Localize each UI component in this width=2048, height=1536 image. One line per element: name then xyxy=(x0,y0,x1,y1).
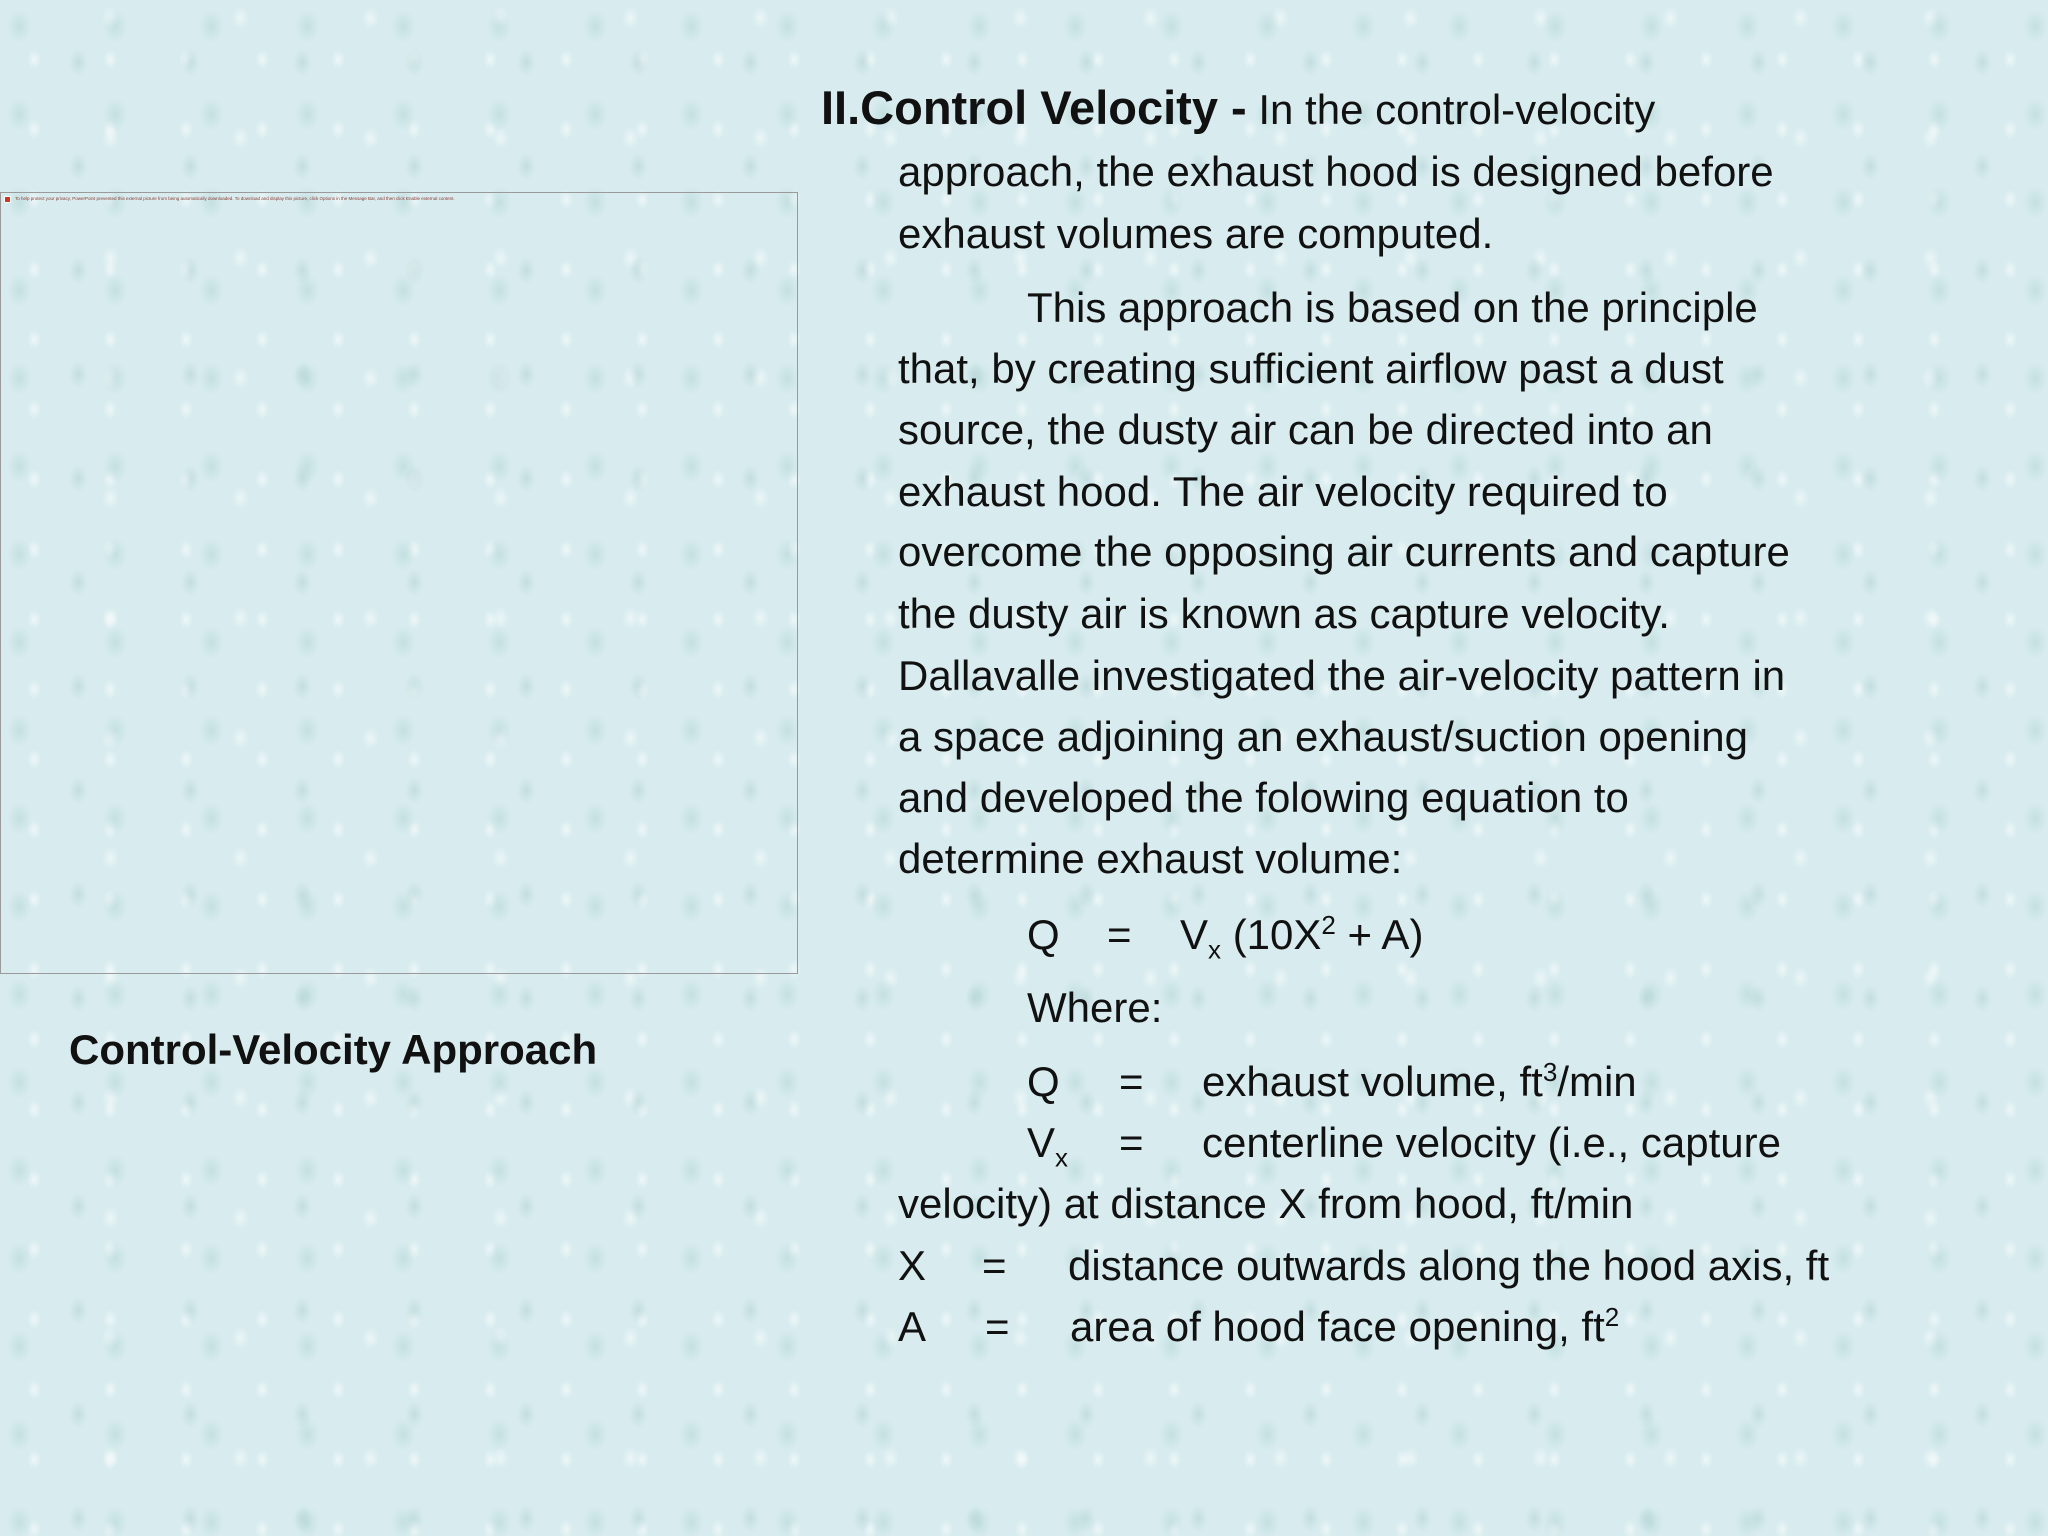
heading-lead-text: In the control-velocity xyxy=(1258,86,1656,133)
equation-exponent: 2 xyxy=(1321,910,1336,940)
broken-image-icon xyxy=(4,196,11,203)
definition-a-desc: area of hood face opening, ft xyxy=(1070,1303,1605,1350)
definition-q-tail: /min xyxy=(1557,1058,1637,1105)
paragraph2-line-5: overcome the opposing air currents and capture xyxy=(898,528,1790,575)
definition-x-desc: distance outwards along the hood axis, ft xyxy=(1068,1242,1830,1289)
definition-q-symbol: Q xyxy=(1027,1058,1060,1105)
definition-vx-subscript: x xyxy=(1055,1142,1069,1173)
image-caption: Control-Velocity Approach xyxy=(69,1026,598,1073)
paragraph1-line-2: exhaust volumes are computed. xyxy=(898,210,1494,257)
definition-a-symbol: A xyxy=(898,1303,927,1350)
section-heading: II.Control Velocity - xyxy=(821,81,1247,134)
paragraph2-line-7: Dallavalle investigated the air-velocity pattern in xyxy=(898,652,1786,699)
definition-q-text xyxy=(1202,1054,1637,1110)
image-placeholder xyxy=(0,192,798,974)
paragraph2-line-4: exhaust hood. The air velocity required to xyxy=(898,468,1668,515)
equation-paren-rest: + A) xyxy=(1347,911,1424,958)
equation-equals: = xyxy=(1107,911,1132,958)
equation-v: V xyxy=(1180,911,1209,958)
paragraph2-line-1: This approach is based on the principle xyxy=(1027,284,1758,331)
definition-a-equals: = xyxy=(985,1303,1010,1350)
paragraph1-line-1: approach, the exhaust hood is designed before xyxy=(898,148,1774,195)
definition-vx-equals: = xyxy=(1119,1119,1144,1166)
definition-vx-sym: V xyxy=(1027,1119,1056,1166)
definition-vx-desc: centerline velocity (i.e., capture xyxy=(1202,1119,1781,1166)
paragraph2-line-10: determine exhaust volume: xyxy=(898,835,1403,882)
definition-vx-symbol xyxy=(1027,1115,1068,1171)
paragraph2-line-6: the dusty air is known as capture velocity. xyxy=(898,590,1670,637)
definition-q-desc: exhaust volume, ft xyxy=(1202,1058,1543,1105)
definition-a-superscript: 2 xyxy=(1604,1302,1620,1332)
paragraph2-line-8: a space adjoining an exhaust/suction opening xyxy=(898,713,1748,760)
definition-a-text xyxy=(1070,1299,1619,1355)
heading-line xyxy=(821,80,1655,138)
definition-x-equals: = xyxy=(982,1242,1007,1289)
definition-x-symbol: X xyxy=(898,1242,927,1289)
equation-lhs: Q xyxy=(1027,911,1060,958)
where-label: Where: xyxy=(1027,984,1163,1031)
definition-q-equals: = xyxy=(1119,1058,1144,1105)
paragraph2-line-9: and developed the folowing equation to xyxy=(898,774,1629,821)
equation-v-subscript: x xyxy=(1208,934,1222,965)
equation-rhs xyxy=(1180,907,1423,963)
paragraph2-line-2: that, by creating sufficient airflow past a dust xyxy=(898,345,1724,392)
definition-vx-continuation: velocity) at distance X from hood, ft/min xyxy=(898,1180,1634,1227)
image-placeholder-text: To help protect your privacy, PowerPoint prevented this external picture from being automatically downloaded. To download and display this picture, click Options in the Message Bar, and then click Enable external content. xyxy=(15,196,455,201)
paragraph2-line-3: source, the dusty air can be directed into an xyxy=(898,406,1713,453)
definition-q-superscript: 3 xyxy=(1542,1057,1558,1087)
equation-paren-open: (10X xyxy=(1232,911,1322,958)
